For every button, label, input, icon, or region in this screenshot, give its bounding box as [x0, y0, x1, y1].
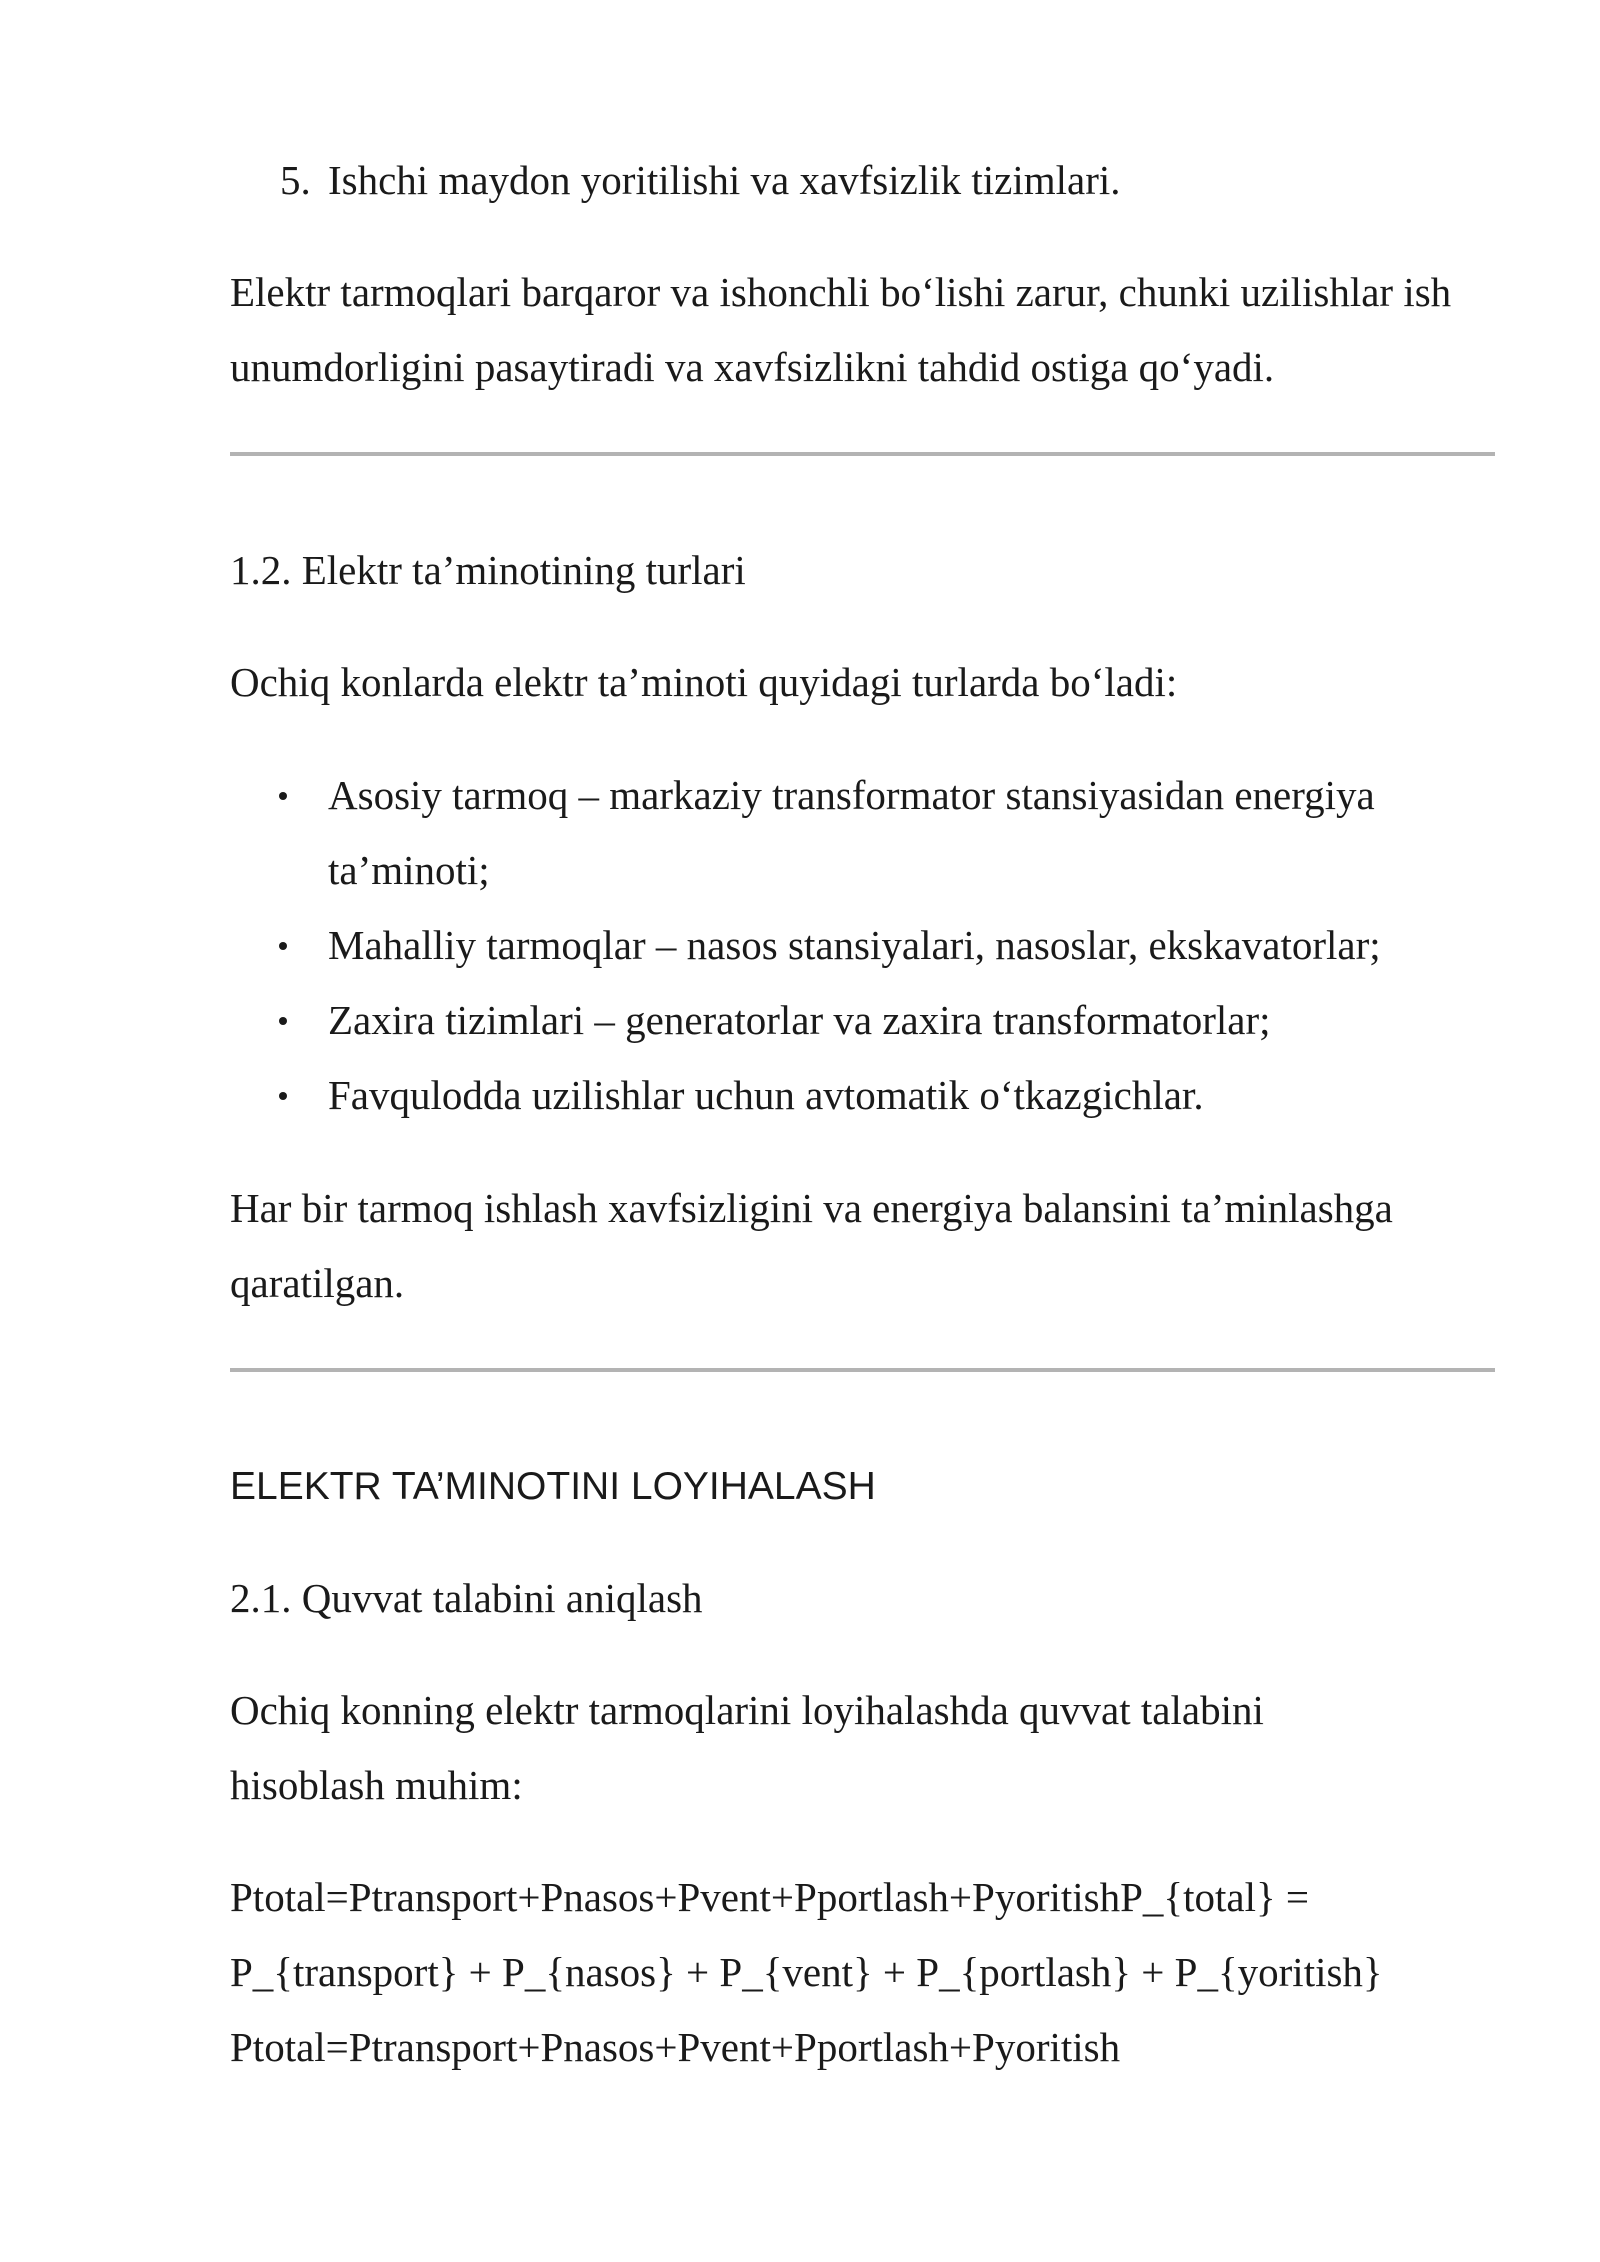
- bullet-item: [230, 983, 1468, 1058]
- list-item-text: Ishchi maydon yoritilishi va xavfsizlik tizimlari.: [328, 157, 1121, 203]
- paragraph-network-reliability: Elektr tarmoqlari barqaror va ishonchli bo‘lishi zarur, chunki uzilishlar ish unumdorligini pasaytiradi va xavfsizlikni tahdid ostiga qo‘yadi.: [230, 269, 1452, 390]
- list-item-number: 5.: [280, 157, 311, 203]
- horizontal-divider: [230, 1368, 1495, 1372]
- bullet-item: [230, 758, 1468, 908]
- horizontal-divider: [230, 452, 1495, 456]
- formula-line: Ptotal=Ptransport+Pnasos+Pvent+Pportlash+Pyoritish: [230, 2024, 1121, 2070]
- bullet-icon: [279, 1092, 287, 1100]
- bullet-text: Mahalliy tarmoqlar – nasos stansiyalari, nasoslar, ekskavatorlar;: [328, 922, 1381, 968]
- section-intro: Ochiq konlarda elektr ta’minoti quyidagi turlarda bo‘ladi:: [230, 659, 1178, 705]
- power-formula: [230, 1860, 1495, 2085]
- numbered-list-item: [280, 143, 1121, 218]
- chapter-heading: ELEKTR TA’MINOTINI LOYIHALASH: [230, 1465, 876, 1508]
- bullet-item: [230, 1058, 1468, 1133]
- formula-line: P_{transport} + P_{nasos} + P_{vent} + P_{portlash} + P_{yoritish}: [230, 1949, 1383, 1995]
- bullet-icon: [279, 942, 287, 950]
- bullet-list: [230, 758, 1495, 1133]
- bullet-text: Asosiy tarmoq – markaziy transformator stansiyasidan energiya ta’minoti;: [328, 772, 1375, 893]
- section-heading-1-2: 1.2. Elektr ta’minotining turlari: [230, 547, 746, 593]
- bullet-icon: [279, 1017, 287, 1025]
- section-closing-paragraph: Har bir tarmoq ishlash xavfsizligini va energiya balansini ta’minlashga qaratilgan.: [230, 1185, 1393, 1306]
- bullet-item: [230, 908, 1468, 983]
- bullet-icon: [279, 792, 287, 800]
- formula-line: Ptotal=Ptransport+Pnasos+Pvent+Pportlash+PyoritishP_{total} =: [230, 1874, 1310, 1920]
- section-paragraph: Ochiq konning elektr tarmoqlarini loyihalashda quvvat talabini hisoblash muhim:: [230, 1687, 1264, 1808]
- bullet-text: Favqulodda uzilishlar uchun avtomatik o‘tkazgichlar.: [328, 1072, 1204, 1118]
- section-heading-2-1: 2.1. Quvvat talabini aniqlash: [230, 1575, 703, 1621]
- bullet-text: Zaxira tizimlari – generatorlar va zaxira transformatorlar;: [328, 997, 1271, 1043]
